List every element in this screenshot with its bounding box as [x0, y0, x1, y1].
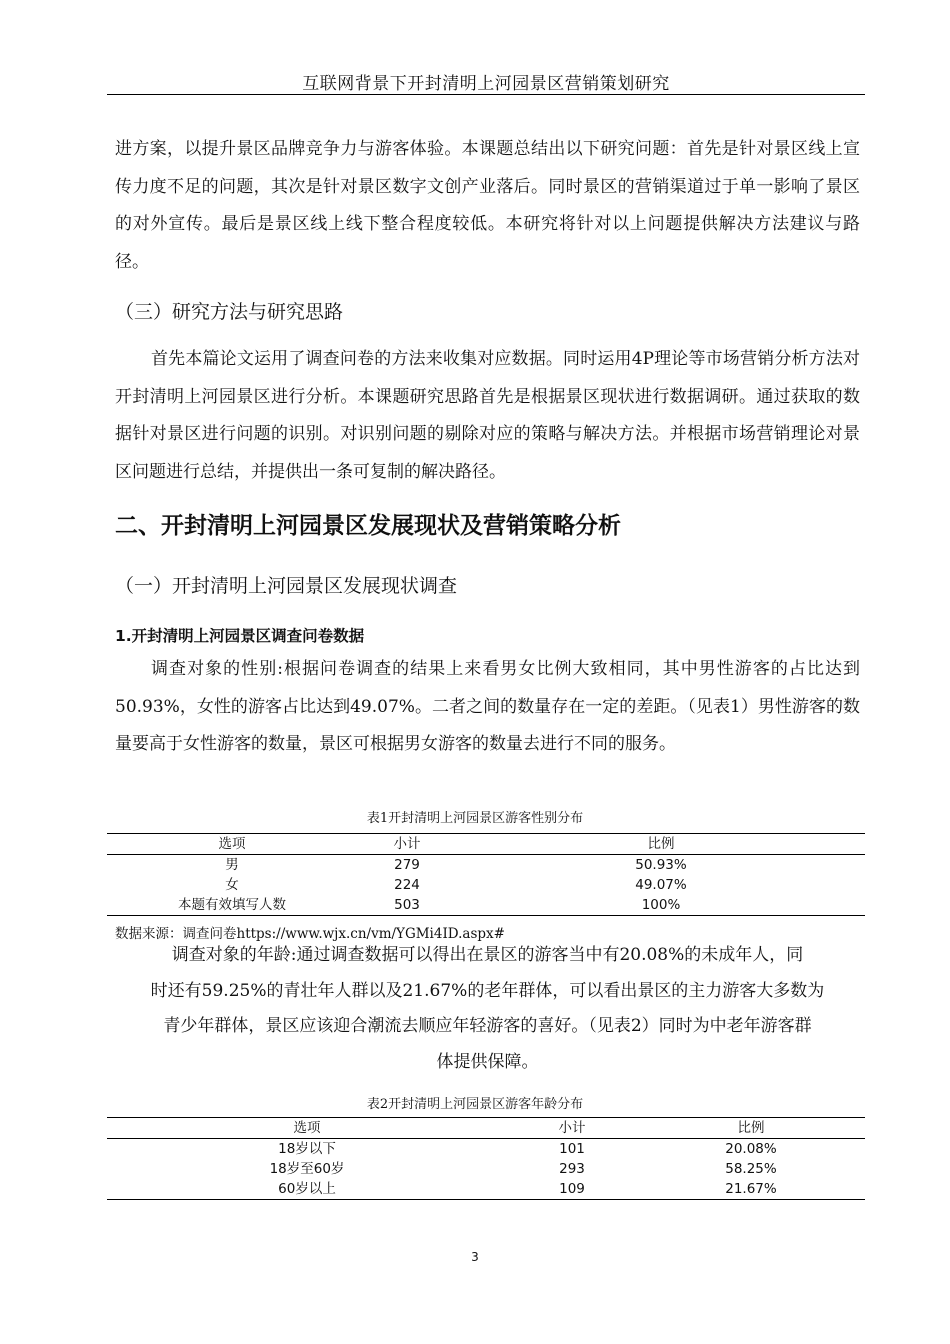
table-cell: 293	[559, 1161, 585, 1177]
table-row	[107, 875, 865, 895]
gender-paragraph	[115, 651, 860, 764]
table-cell: 224	[394, 877, 420, 893]
section-3-text: 首先本篇论文运用了调查问卷的方法来收集对应数据。同时运用4P理论等市场营销分析方法对开封清明上河园景区进行分析。本课题研究思路首先是根据景区现状进行数据调研。通过获取的数据针对景区进行问题的识别。对识别问题的剔除对应的策略与解决方法。并根据市场营销理论对景区问题进行总结，并提供出一条可复制的解决路径。	[115, 349, 860, 482]
table-2	[107, 1117, 865, 1200]
table-2-header-ratio: 比例	[637, 1118, 865, 1139]
intro-text: 进方案，以提升景区品牌竞争力与游客体验。本课题总结出以下研究问题：首先是针对景区线上宣传力度不足的问题，其次是针对景区数字文创产业落后。同时景区的营销渠道过于单一影响了景区的对外宣传。最后是景区线上线下整合程度较低。本研究将针对以上问题提供解决方法建议与路径。	[115, 139, 860, 272]
table-cell: 49.07%	[635, 877, 687, 893]
table-row	[107, 895, 865, 916]
table-cell: 本题有效填写人数	[107, 895, 357, 916]
table-1-caption: 表1开封清明上河园景区游客性别分布	[366, 811, 584, 826]
table-cell: 20.08%	[725, 1141, 777, 1157]
table-1	[107, 833, 865, 916]
subsection-1-1-heading: 1.开封清明上河园景区调查问卷数据	[115, 627, 365, 645]
age-line: 体提供保障。	[436, 1051, 539, 1072]
age-line: 青少年群体，景区应该迎合潮流去顺应年轻游客的喜好。（见表2）同时为中老年游客群	[163, 1016, 812, 1036]
age-paragraph	[115, 938, 860, 1080]
header-rule	[107, 94, 865, 95]
table-cell: 男	[225, 857, 239, 873]
table-cell: 100%	[457, 895, 865, 916]
age-line: 时还有59.25%的青壮年人群以及21.67%的老年群体，可以看出景区的主力游客大多数为	[150, 980, 825, 1001]
table-cell: 18岁至60岁	[269, 1161, 345, 1177]
table-1-header-row	[107, 834, 865, 855]
table-row	[107, 1159, 865, 1179]
table-cell: 18岁以下	[278, 1141, 336, 1157]
table-cell: 101	[559, 1141, 585, 1157]
section-3-heading: （三）研究方法与研究思路	[115, 301, 344, 323]
page-number: 3	[471, 1250, 479, 1264]
table-cell: 279	[394, 857, 420, 873]
table-cell: 女	[225, 877, 239, 893]
table-row	[107, 855, 865, 876]
table-1-header-ratio: 比例	[457, 834, 865, 855]
table-1-header-count: 小计	[357, 834, 457, 855]
table-2-header-row	[107, 1118, 865, 1139]
table-cell: 21.67%	[637, 1179, 865, 1200]
data-source-note: 数据来源：调查问卷https://www.wjx.cn/vm/YGMi4ID.aspx#	[115, 926, 505, 942]
table-2-header-option: 选项	[107, 1118, 507, 1139]
table-cell: 503	[357, 895, 457, 916]
intro-paragraph	[115, 131, 860, 281]
section-3-paragraph	[115, 341, 860, 491]
chapter-2-heading: 二、开封清明上河园景区发展现状及营销策略分析	[115, 513, 621, 539]
running-header: 互联网背景下开封清明上河园景区营销策划研究	[302, 74, 670, 94]
gender-text: 调查对象的性别:根据问卷调查的结果上来看男女比例大致相同，其中男性游客的占比达到50.93%，女性的游客占比达到49.07%。二者之间的数量存在一定的差距。（见表1）男性游客的数量要高于女性游客的数量，景区可根据男女游客的数量去进行不同的服务。	[115, 659, 860, 754]
table-cell: 60岁以上	[107, 1179, 507, 1200]
table-cell: 50.93%	[635, 857, 687, 873]
table-row	[107, 1139, 865, 1160]
table-cell: 58.25%	[725, 1161, 777, 1177]
table-row	[107, 1179, 865, 1200]
table-2-caption: 表2开封清明上河园景区游客年龄分布	[366, 1097, 584, 1112]
table-1-header-option: 选项	[107, 834, 357, 855]
table-2-header-count: 小计	[507, 1118, 637, 1139]
table-cell: 109	[507, 1179, 637, 1200]
subsection-1-heading: （一）开封清明上河园景区发展现状调查	[115, 575, 458, 597]
age-line: 调查对象的年龄:通过调查数据可以得出在景区的游客当中有20.08%的未成年人，同	[171, 945, 804, 965]
